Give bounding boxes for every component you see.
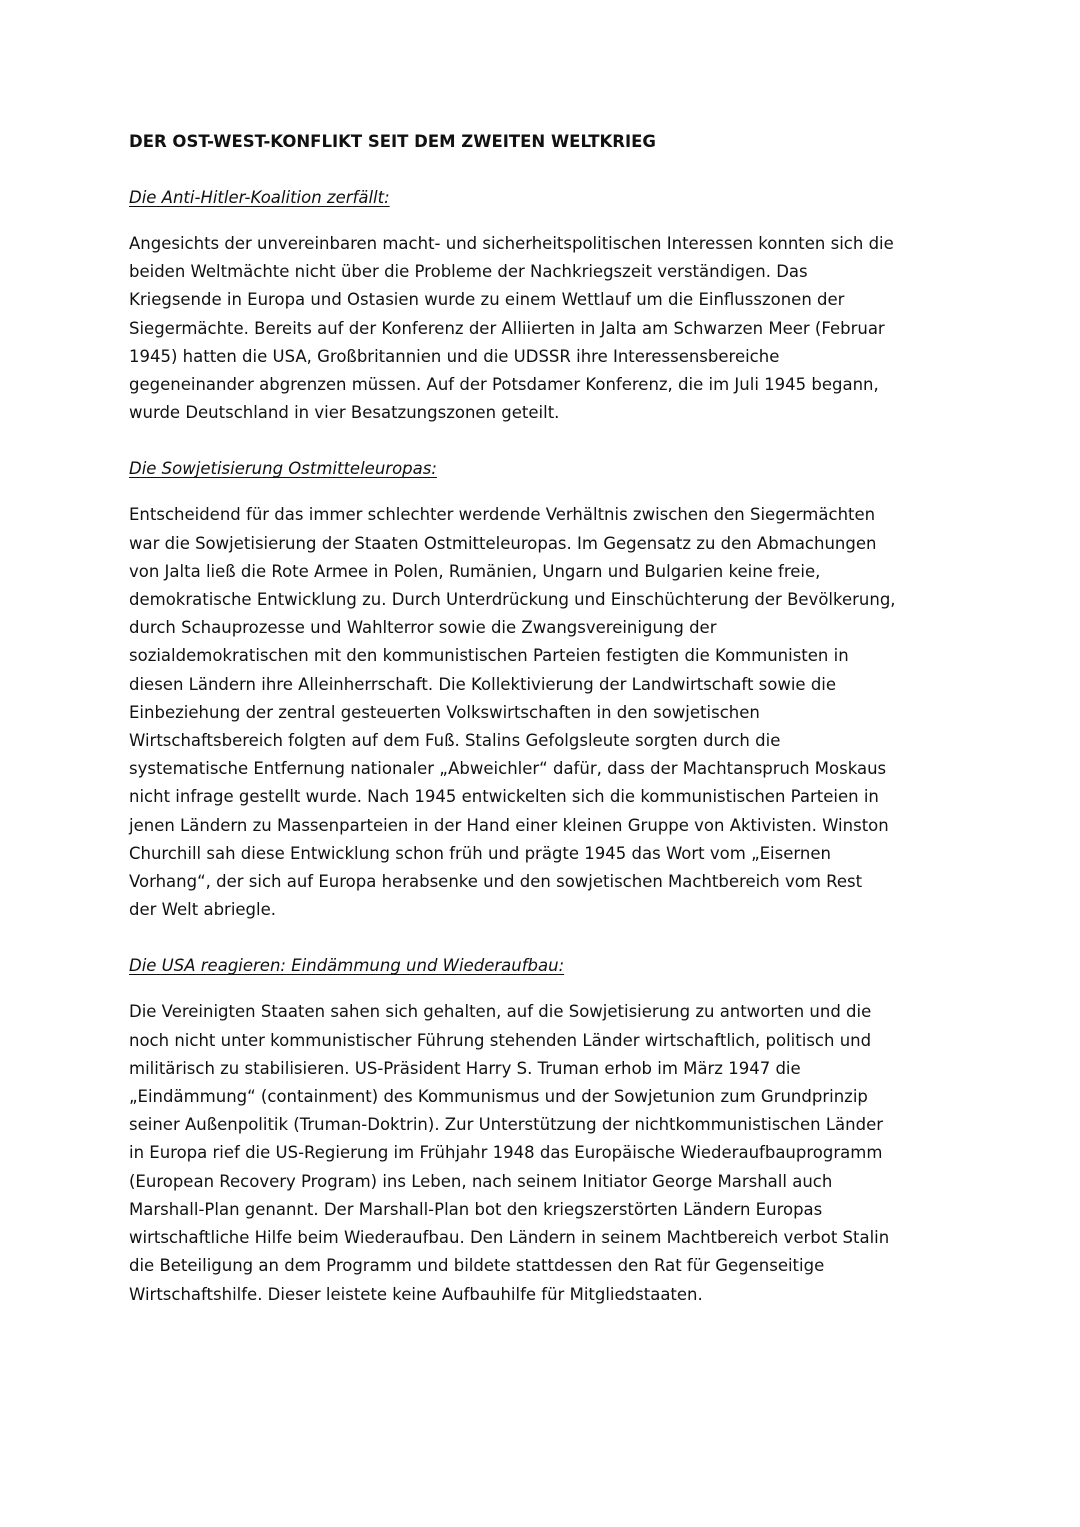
paragraph-line: Wirtschaftsbereich folgten auf dem Fuß. Stalins Gefolgsleute sorgten durch die — [129, 731, 781, 751]
section-heading: Die Sowjetisierung Ostmitteleuropas: — [129, 459, 437, 479]
paragraph-line: Siegermächte. Bereits auf der Konferenz der Alliierten in Jalta am Schwarzen Meer (Februar — [129, 318, 885, 338]
paragraph-line: die Beteiligung an dem Programm und bildete stattdessen den Rat für Gegenseitige — [129, 1256, 825, 1276]
paragraph-line: Einbeziehung der zentral gesteuerten Volkswirtschaften in den sowjetischen — [129, 702, 760, 722]
paragraph-line: (European Recovery Program) ins Leben, nach seinem Initiator George Marshall auch — [129, 1171, 833, 1191]
paragraph-line: Marshall-Plan genannt. Der Marshall-Plan bot den kriegszerstörten Ländern Europas — [129, 1199, 823, 1219]
section-paragraph — [129, 501, 961, 924]
section-paragraph — [129, 230, 961, 427]
paragraph-line: „Eindämmung“ (containment) des Kommunismus und der Sowjetunion zum Grundprinzip — [129, 1087, 868, 1107]
paragraph-line: von Jalta ließ die Rote Armee in Polen, Rumänien, Ungarn und Bulgarien keine freie, — [129, 561, 821, 581]
paragraph-line: Vorhang“, der sich auf Europa herabsenke und den sowjetischen Machtbereich vom Rest — [129, 872, 863, 892]
paragraph-line: Wirtschaftshilfe. Dieser leistete keine Aufbauhilfe für Mitgliedstaaten. — [129, 1284, 703, 1304]
paragraph-line: gegeneinander abgrenzen müssen. Auf der Potsdamer Konferenz, die im Juli 1945 begann, — [129, 375, 879, 395]
paragraph-line: Angesichts der unvereinbaren macht- und sicherheitspolitischen Interessen konnten sich die — [129, 234, 894, 253]
paragraph-line: Kriegsende in Europa und Ostasien wurde zu einem Wettlauf um die Einflusszonen der — [129, 290, 845, 310]
paragraph-line: durch Schauprozesse und Wahlterror sowie die Zwangsvereinigung der — [129, 618, 717, 638]
paragraph-line: 1945) hatten die USA, Großbritannien und die UDSSR ihre Interessensbereiche — [129, 346, 780, 366]
section-heading: Die USA reagieren: Eindämmung und Wiederaufbau: — [129, 956, 565, 976]
paragraph-line: Churchill sah diese Entwicklung schon früh und prägte 1945 das Wort vom „Eisernen — [129, 843, 831, 863]
paragraph-line: wirtschaftliche Hilfe beim Wiederaufbau. Den Ländern in seinem Machtbereich verbot Stalin — [129, 1228, 890, 1248]
paragraph-line: beiden Weltmächte nicht über die Probleme der Nachkriegszeit verständigen. Das — [129, 262, 808, 282]
paragraph-line: noch nicht unter kommunistischer Führung stehenden Länder wirtschaftlich, politisch und — [129, 1030, 872, 1050]
paragraph-line: sozialdemokratischen mit den kommunistischen Parteien festigten die Kommunisten in — [129, 646, 849, 666]
paragraph-line: diesen Ländern ihre Alleinherrschaft. Die Kollektivierung der Landwirtschaft sowie die — [129, 674, 837, 694]
section-heading: Die Anti-Hitler-Koalition zerfällt: — [129, 188, 390, 207]
paragraph-line: seiner Außenpolitik (Truman-Doktrin). Zur Unterstützung der nichtkommunistischen Länder — [129, 1115, 884, 1135]
paragraph-line: war die Sowjetisierung der Staaten Ostmitteleuropas. Im Gegensatz zu den Abmachungen — [129, 533, 877, 553]
paragraph-line: Entscheidend für das immer schlechter werdende Verhältnis zwischen den Siegermächten — [129, 505, 876, 525]
paragraph-line: systematische Entfernung nationaler „Abweichler“ dafür, dass der Machtanspruch Moskaus — [129, 759, 887, 779]
paragraph-line: der Welt abriegle. — [129, 900, 277, 920]
document-body — [129, 184, 961, 1309]
paragraph-line: nicht infrage gestellt wurde. Nach 1945 entwickelten sich die kommunistischen Parteien in — [129, 787, 879, 807]
paragraph-line: militärisch zu stabilisieren. US-Präsident Harry S. Truman erhob im März 1947 die — [129, 1058, 801, 1078]
paragraph-line: in Europa rief die US-Regierung im Frühjahr 1948 das Europäische Wiederaufbauprogramm — [129, 1143, 883, 1163]
paragraph-line: jenen Ländern zu Massenparteien in der Hand einer kleinen Gruppe von Aktivisten. Winston — [129, 815, 889, 835]
paragraph-line: demokratische Entwicklung zu. Durch Unterdrückung und Einschüchterung der Bevölkerung, — [129, 590, 896, 610]
document-page — [129, 128, 961, 1337]
paragraph-line: wurde Deutschland in vier Besatzungszonen geteilt. — [129, 403, 560, 423]
paragraph-line: Die Vereinigten Staaten sahen sich gehalten, auf die Sowjetisierung zu antworten und die — [129, 1002, 872, 1022]
section-paragraph — [129, 998, 961, 1308]
document-title: DER OST-WEST-KONFLIKT SEIT DEM ZWEITEN WELTKRIEG — [129, 132, 656, 151]
